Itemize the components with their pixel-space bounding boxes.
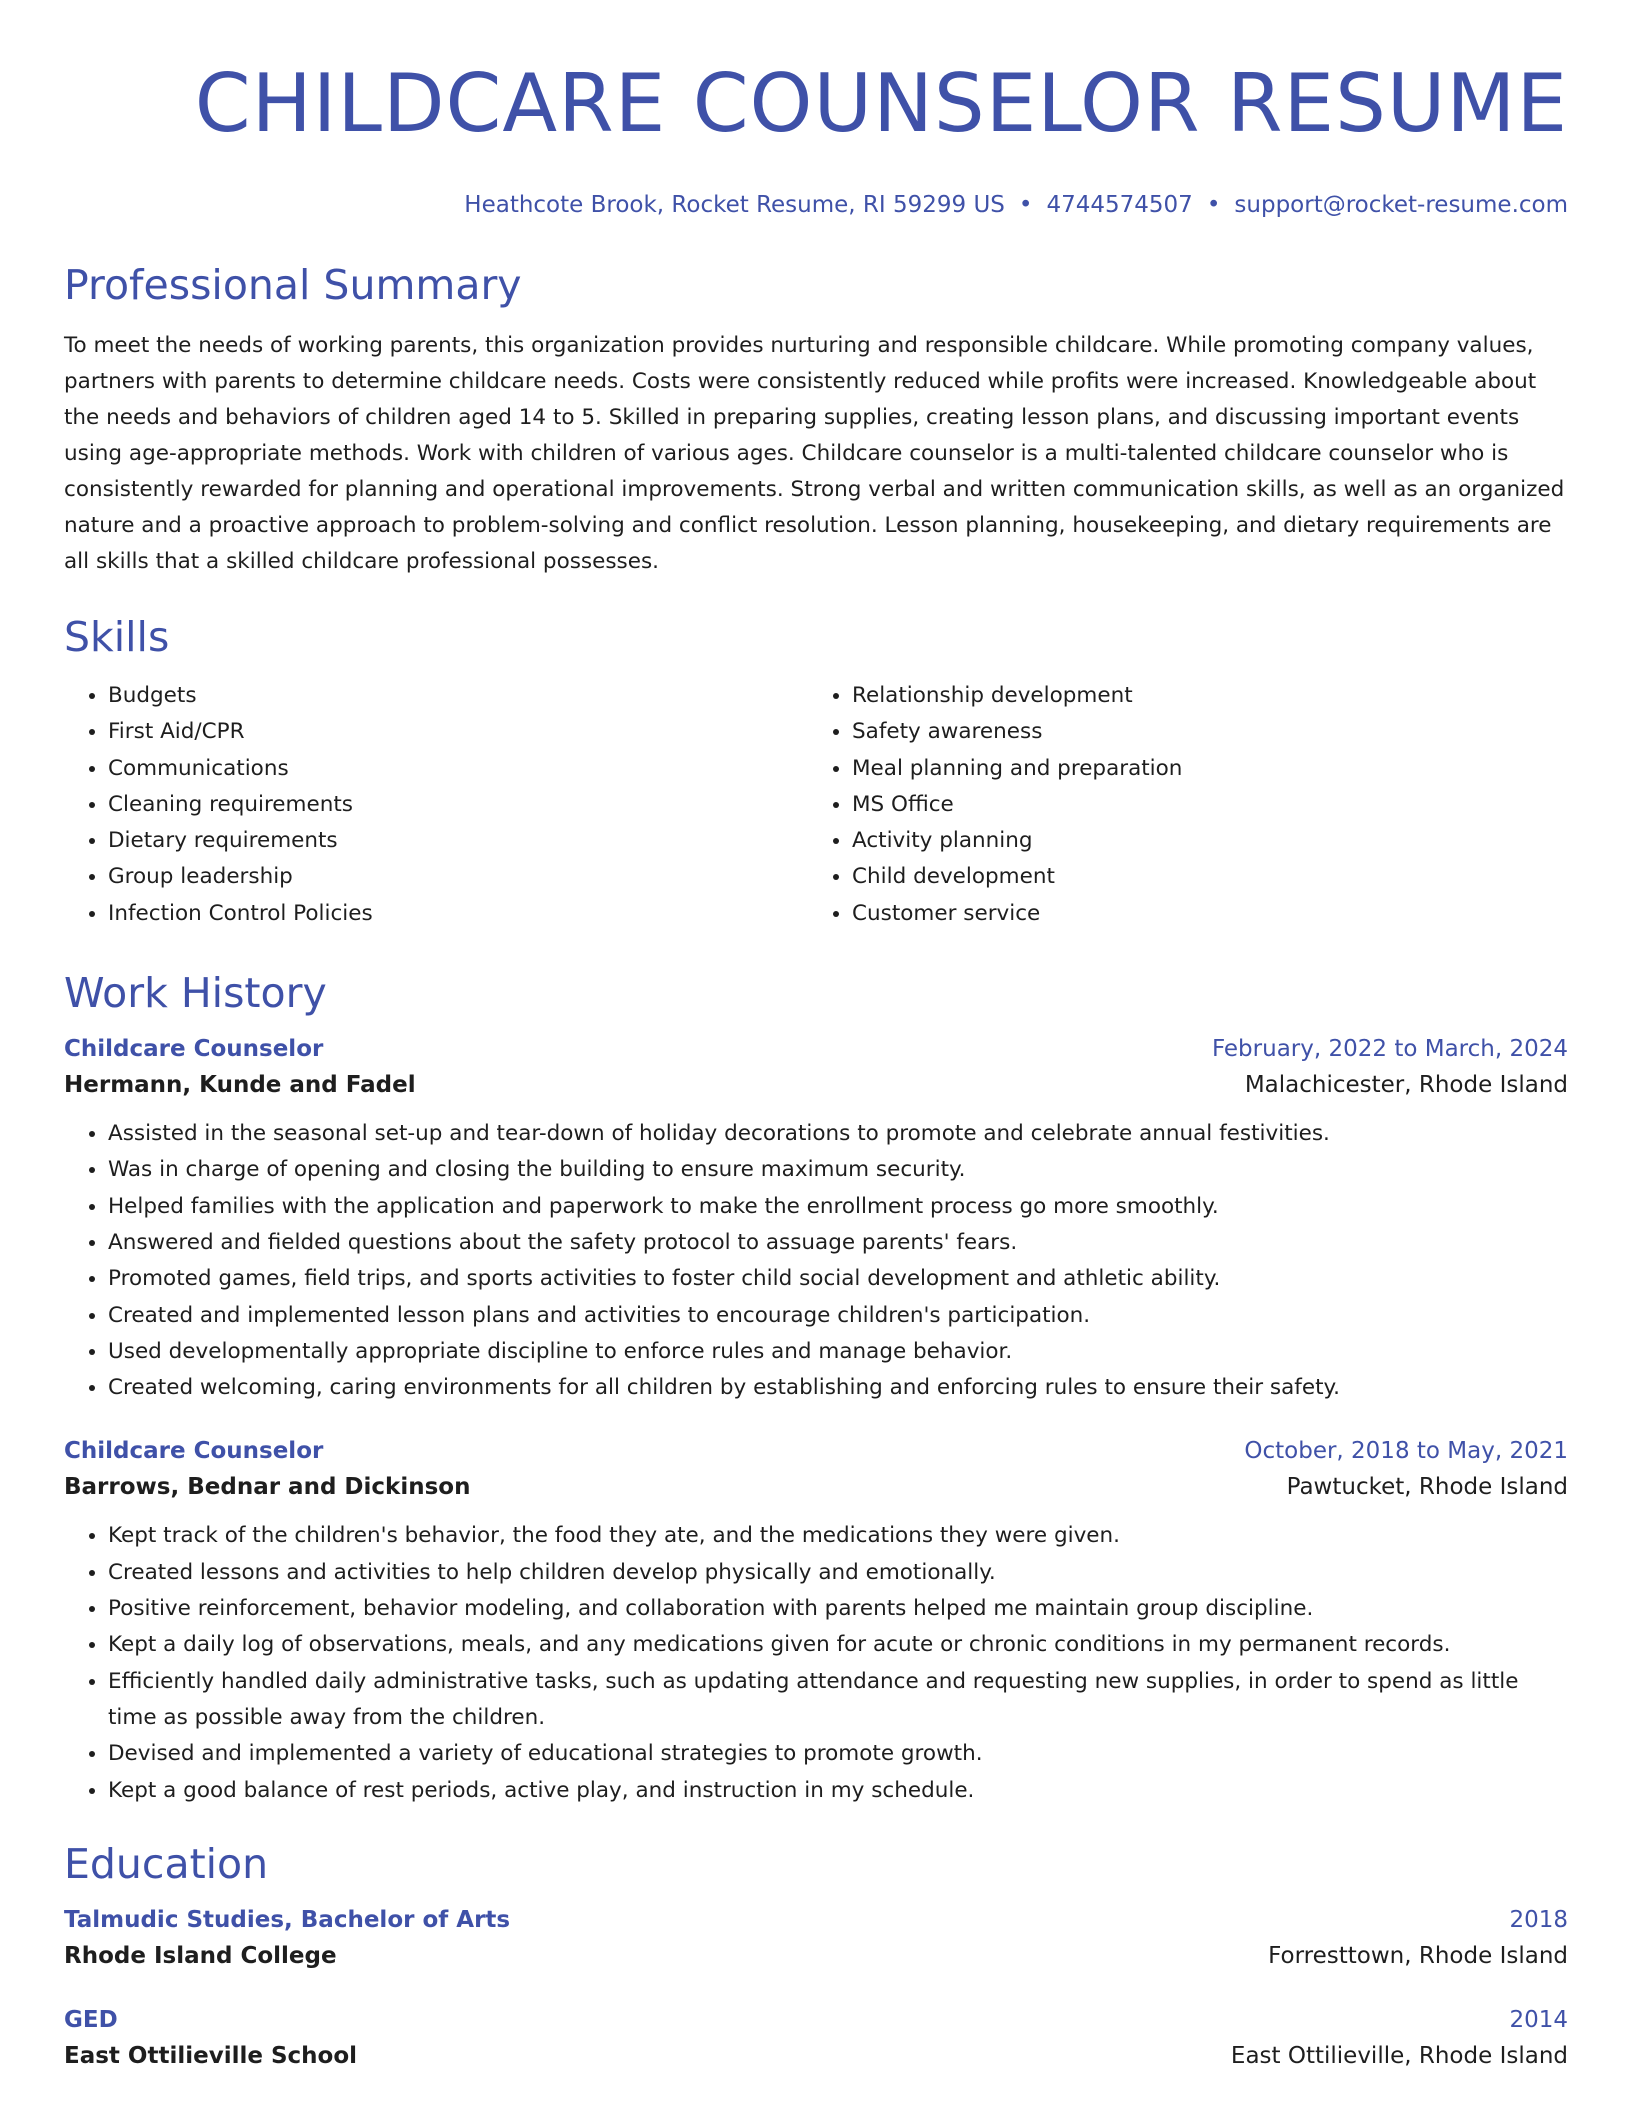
job-dates: February, 2022 to March, 2024: [1211, 1036, 1568, 1063]
skill-item: • Communications: [108, 751, 806, 787]
education-degree-row: [64, 1903, 1568, 1937]
job-duty: • Created lessons and activities to help children develop physically and emotionally.: [108, 1555, 1568, 1591]
job-duty: • Kept a daily log of observations, meals, and any medications given for acute or chronic conditions in my permanent records.: [108, 1627, 1568, 1663]
education-location: East Ottilieville, Rhode Island: [1230, 2042, 1568, 2069]
education-school-row: [64, 2037, 1568, 2075]
education-location: Forresttown, Rhode Island: [1268, 1942, 1568, 1969]
job-company: Barrows, Bednar and Dickinson: [64, 1474, 471, 1501]
job-duty: • Efficiently handled daily administrative tasks, such as updating attendance and requesting new supplies, in order to spend as little time as possible away from the children.: [108, 1664, 1568, 1737]
skill-item: • Safety awareness: [852, 714, 1548, 750]
job-entry: [64, 1032, 1568, 1406]
education-heading: Education: [64, 1839, 269, 1888]
education-school-row: [64, 1937, 1568, 1975]
job-duty: • Kept a good balance of rest periods, active play, and instruction in my schedule.: [108, 1773, 1568, 1809]
job-duty: • Used developmentally appropriate discipline to enforce rules and manage behavior.: [108, 1334, 1568, 1370]
job-dates: October, 2018 to May, 2021: [1244, 1438, 1568, 1465]
job-duty: • Answered and fielded questions about the safety protocol to assuage parents' fears.: [108, 1225, 1568, 1261]
job-title-row: [64, 1032, 1568, 1066]
education-entry: [64, 1903, 1568, 1975]
job-company: Hermann, Kunde and Fadel: [64, 1072, 416, 1099]
skill-item: • Customer service: [852, 896, 1548, 932]
skill-item: • Activity planning: [852, 823, 1548, 859]
job-location: Malachicester, Rhode Island: [1244, 1072, 1568, 1099]
education-degree: GED: [64, 2006, 118, 2033]
skill-item: • First Aid/CPR: [108, 714, 806, 750]
work-history-heading: Work History: [64, 969, 327, 1018]
job-duties: [64, 1116, 1568, 1406]
job-company-row: [64, 1066, 1568, 1104]
contact-line: [64, 190, 1568, 220]
skills-column-right: [806, 678, 1548, 932]
job-duty: • Created welcoming, caring environments for all children by establishing and enforcing rules to ensure their safety.: [108, 1370, 1568, 1406]
skill-item: • MS Office: [852, 787, 1548, 823]
job-duty: • Promoted games, field trips, and sports activities to foster child social development and athletic ability.: [108, 1261, 1568, 1297]
skill-item: • Infection Control Policies: [108, 896, 806, 932]
contact-address: Heathcote Brook, Rocket Resume, RI 59299 US: [464, 192, 1005, 218]
job-duty: • Devised and implemented a variety of educational strategies to promote growth.: [108, 1736, 1568, 1772]
education-school: East Ottilieville School: [64, 2042, 358, 2069]
education-entry: [64, 2003, 1568, 2075]
contact-email: support@rocket-resume.com: [1234, 192, 1568, 218]
job-title: Childcare Counselor: [64, 1036, 324, 1063]
job-duty: • Positive reinforcement, behavior modeling, and collaboration with parents helped me maintain group discipline.: [108, 1591, 1568, 1627]
job-duties: [64, 1518, 1568, 1808]
skills-heading: Skills: [64, 613, 170, 661]
job-duty: • Assisted in the seasonal set-up and tear-down of holiday decorations to promote and celebrate annual festivities.: [108, 1116, 1568, 1152]
job-title-row: [64, 1434, 1568, 1468]
skill-item: • Child development: [852, 859, 1548, 895]
skill-item: • Budgets: [108, 678, 806, 714]
job-entry: [64, 1434, 1568, 1808]
education-year: 2014: [1509, 2006, 1568, 2033]
skill-item: • Meal planning and preparation: [852, 751, 1548, 787]
skills-column-left: [64, 678, 806, 932]
job-location: Pawtucket, Rhode Island: [1286, 1474, 1568, 1501]
job-duty: • Created and implemented lesson plans and activities to encourage children's participation.: [108, 1298, 1568, 1334]
job-duty: • Kept track of the children's behavior, the food they ate, and the medications they were given.: [108, 1518, 1568, 1554]
resume-title: CHILDCARE COUNSELOR RESUME: [194, 57, 1568, 150]
job-company-row: [64, 1468, 1568, 1506]
contact-separator: •: [1206, 192, 1221, 218]
skill-item: • Cleaning requirements: [108, 787, 806, 823]
skill-item: • Relationship development: [852, 678, 1548, 714]
skill-item: • Dietary requirements: [108, 823, 806, 859]
summary-heading: Professional Summary: [64, 261, 522, 309]
job-title: Childcare Counselor: [64, 1438, 324, 1465]
job-duty: • Was in charge of opening and closing the building to ensure maximum security.: [108, 1152, 1568, 1188]
summary-text: To meet the needs of working parents, this organization provides nurturing and responsible childcare. While promoting company values, partners with parents to determine childcare needs. Costs were consistently reduced while profits were increased. Knowledgeable about the needs and behaviors of children aged 14 to 5. Skilled in preparing supplies, creating lesson plans, and discussing important events using age-appropriate methods. Work with children of various ages. Childcare counselor is a multi-talented childcare counselor who is consistently rewarded for planning and operational improvements. Strong verbal and written communication skills, as well as an organized nature and a proactive approach to problem-solving and conflict resolution. Lesson planning, housekeeping, and dietary requirements are all skills that a skilled childcare professional possesses.: [64, 333, 1565, 574]
job-duty: • Helped families with the application and paperwork to make the enrollment process go more smoothly.: [108, 1189, 1568, 1225]
education-degree-row: [64, 2003, 1568, 2037]
education-year: 2018: [1509, 1906, 1568, 1933]
contact-phone: 4744574507: [1046, 192, 1193, 218]
skill-item: • Group leadership: [108, 859, 806, 895]
education-school: Rhode Island College: [64, 1942, 337, 1969]
skills-list: [64, 678, 1568, 932]
education-degree: Talmudic Studies, Bachelor of Arts: [64, 1906, 511, 1933]
resume-header: [64, 0, 1568, 220]
contact-separator: •: [1018, 192, 1033, 218]
